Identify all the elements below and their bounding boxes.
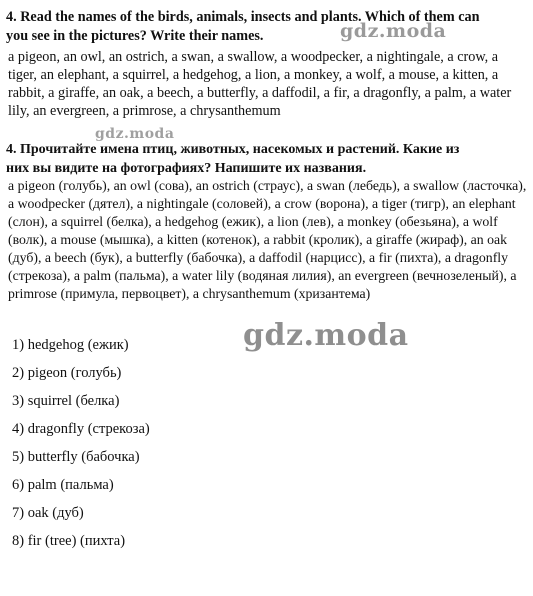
word-list-russian: a pigeon (голубь), an owl (сова), an ostrich (страус), a swan (лебедь), a swallow (ласточка), a woodpecker (дятел), a nightingale (соловей), a crow (ворона), a tiger (тигр), an elephant (слон), a squirrel (белка), a hedgehog (ежик), a lion (лев), a monkey (обезьяна), a wolf (волк), a mouse (мышка), a kitten (котенок), a rabbit (кролик), a giraffe (жираф), an oak (дуб), a beech (бук), a butterfly (бабочка), a daffodil (нарцисс), a fir (пихта), a dragonfly (стрекоза), a palm (пальма), a water lily (водяная лилия), an evergreen (вечнозеленый), a primrose (примула, первоцвет), a chrysanthemum (хризантема) [8,178,527,301]
exercise-heading-russian [6,140,528,178]
exercise-heading-english [6,8,528,46]
heading-russian-line-2: них вы видите на фотографиях? Напишите их названия. [6,161,367,176]
heading-russian-line-1: 4. Прочитайте имена птиц, животных, насекомых и растений. Какие из [6,142,460,157]
answer-item: 5) butterfly (бабочка) [12,449,140,465]
answer-item: 8) fir (tree) (пихта) [12,533,126,549]
answer-item: 6) palm (пальма) [12,477,114,493]
answer-item: 4) dragonfly (стрекоза) [12,421,150,437]
word-list-english: a pigeon, an owl, an ostrich, a swan, a swallow, a woodpecker, a nightingale, a crow, a tiger, an elephant, a squirrel, a hedgehog, a lion, a monkey, a wolf, a mouse, a kitten, a rabbit, a giraffe, an oak, a beech, a butterfly, a daffodil, a fir, a dragonfly, a palm, a water lily, an evergreen, a primrose, a chrysanthemum [8,49,512,119]
answer-item: 3) squirrel (белка) [12,393,120,409]
watermark-top: gdz.moda [340,20,447,42]
watermark-middle: gdz.moda [95,126,175,142]
answer-item: 2) pigeon (голубь) [12,365,122,381]
heading-english-line-2: you see in the pictures? Write their names. [6,28,264,44]
heading-english-line-1: 4. Read the names of the birds, animals, insects and plants. Which of them can [6,9,480,25]
watermark-large: gdz.moda [243,318,409,353]
answer-item: 7) oak (дуб) [12,505,84,521]
answer-list [12,334,150,558]
answer-item: 1) hedgehog (ежик) [12,337,129,353]
